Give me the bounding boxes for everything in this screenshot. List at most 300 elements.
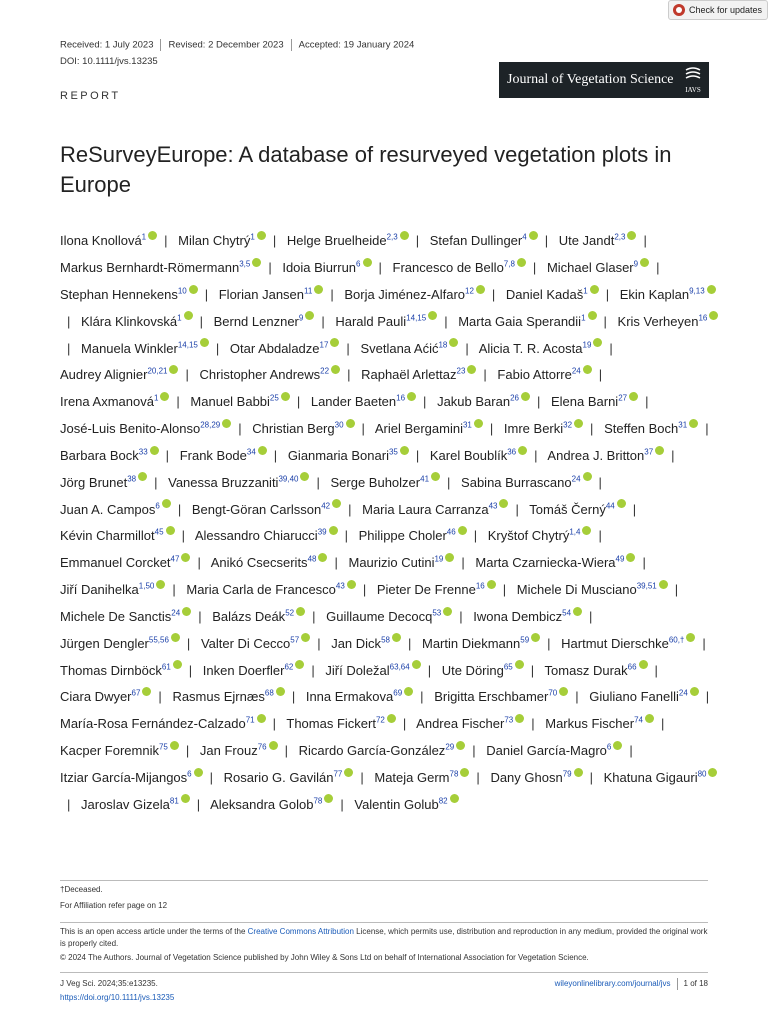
author-name[interactable] — [201, 636, 310, 651]
license-post: License, which permits use, distribution and reproduction in any medium, provided the original work is properly cited. — [60, 927, 708, 948]
orcid-icon[interactable] — [331, 365, 340, 374]
author-name-text: Kévin Charmillot — [60, 528, 155, 544]
author-name-text: Gianmaria Bonari — [287, 447, 389, 463]
author-name[interactable] — [442, 663, 524, 678]
author-name[interactable] — [326, 609, 452, 624]
orcid-icon[interactable] — [443, 607, 452, 616]
orcid-icon[interactable] — [160, 392, 169, 401]
author-name-text: Daniel Kadaš — [505, 286, 584, 302]
author-name-text: Rosario G. Gavilán — [223, 769, 334, 785]
article-title: ReSurveyEurope: A database of resurveyed vegetation plots in Europe — [60, 142, 672, 197]
author-name[interactable] — [200, 743, 278, 758]
orcid-icon[interactable] — [593, 338, 602, 347]
author-name[interactable] — [547, 448, 664, 463]
author-name-text: Ute Jandt — [558, 233, 615, 249]
orcid-icon[interactable] — [170, 741, 179, 750]
orcid-icon[interactable] — [169, 365, 178, 374]
orcid-icon[interactable] — [431, 472, 440, 481]
orcid-icon[interactable] — [515, 660, 524, 669]
orcid-icon[interactable] — [194, 768, 203, 777]
cc-license-link[interactable]: Creative Commons Attribution — [247, 927, 354, 936]
author-affiliation-number: 67 — [131, 689, 141, 699]
affiliation-note: For Affiliation refer page on 12 — [60, 901, 168, 910]
orcid-icon[interactable] — [305, 311, 314, 320]
author-affiliation-number: 29 — [445, 742, 455, 752]
author-separator: | — [272, 716, 276, 732]
author-name[interactable] — [486, 743, 622, 758]
author-affiliation-number: 78 — [449, 769, 459, 779]
author-name[interactable] — [331, 636, 401, 651]
author-separator: | — [530, 662, 535, 678]
orcid-icon[interactable] — [474, 419, 483, 428]
author-name[interactable] — [475, 555, 635, 570]
orcid-icon[interactable] — [588, 311, 597, 320]
orcid-icon[interactable] — [347, 580, 356, 589]
author-name[interactable] — [430, 233, 538, 248]
author-name[interactable] — [354, 797, 458, 812]
author-name[interactable] — [618, 314, 719, 329]
author-name[interactable] — [393, 260, 526, 275]
orcid-icon[interactable] — [314, 285, 323, 294]
author-name[interactable] — [437, 394, 530, 409]
orcid-icon[interactable] — [181, 553, 190, 562]
orcid-icon[interactable] — [709, 311, 718, 320]
author-affiliation-number: 33 — [138, 447, 148, 457]
author-name[interactable] — [210, 797, 333, 812]
author-name-text: Irena Axmanová — [60, 394, 154, 410]
orcid-icon[interactable] — [400, 231, 409, 240]
author-name[interactable] — [422, 636, 540, 651]
author-name[interactable] — [461, 475, 591, 490]
orcid-icon[interactable] — [518, 446, 527, 455]
author-name[interactable] — [60, 260, 261, 275]
orcid-icon[interactable] — [296, 607, 305, 616]
author-name[interactable] — [479, 341, 603, 356]
author-name-text: Balázs Deák — [212, 608, 286, 624]
author-separator: | — [598, 367, 603, 383]
author-separator: | — [472, 743, 476, 759]
orcid-icon[interactable] — [184, 311, 193, 320]
orcid-icon[interactable] — [324, 794, 333, 803]
author-affiliation-number: 32 — [563, 420, 573, 430]
author-name[interactable] — [60, 502, 171, 517]
orcid-icon[interactable] — [330, 338, 339, 347]
orcid-icon[interactable] — [445, 553, 454, 562]
author-affiliation-number: 1 — [583, 286, 588, 296]
author-name[interactable] — [180, 448, 267, 463]
orcid-icon[interactable] — [400, 446, 409, 455]
orcid-icon[interactable] — [476, 285, 485, 294]
orcid-icon[interactable] — [574, 419, 583, 428]
author-name[interactable] — [81, 797, 190, 812]
author-name[interactable] — [60, 287, 198, 302]
author-name[interactable] — [224, 770, 354, 785]
author-name[interactable] — [374, 770, 469, 785]
orcid-icon[interactable] — [189, 285, 198, 294]
author-name[interactable] — [344, 287, 485, 302]
author-name[interactable] — [60, 770, 203, 785]
author-name-text: Steffen Boch — [604, 421, 679, 437]
author-separator: | — [273, 447, 278, 463]
author-name[interactable] — [488, 528, 592, 543]
author-name[interactable] — [458, 314, 596, 329]
author-separator: | — [334, 555, 338, 571]
author-name[interactable] — [434, 689, 568, 704]
orcid-icon[interactable] — [640, 258, 649, 267]
author-name[interactable] — [178, 233, 266, 248]
author-name-text: Bengt-Göran Carlsson — [191, 501, 322, 517]
author-name[interactable] — [306, 689, 413, 704]
orcid-icon[interactable] — [329, 526, 338, 535]
author-name-text: Lander Baeten — [310, 394, 397, 410]
author-affiliation-number: 65 — [503, 662, 513, 672]
author-name-text: Giuliano Fanelli — [589, 689, 679, 705]
orcid-icon[interactable] — [460, 768, 469, 777]
orcid-icon[interactable] — [148, 231, 157, 240]
author-name[interactable] — [230, 341, 340, 356]
author-affiliation-number: 16 — [475, 581, 485, 591]
orcid-icon[interactable] — [707, 285, 716, 294]
orcid-icon[interactable] — [332, 499, 341, 508]
author-name[interactable] — [168, 475, 309, 490]
author-affiliation-number: 19 — [434, 554, 444, 564]
author-name[interactable] — [360, 341, 458, 356]
author-affiliation-number: 57 — [290, 635, 300, 645]
author-name[interactable] — [473, 609, 582, 624]
author-name[interactable] — [416, 716, 524, 731]
orcid-icon[interactable] — [428, 311, 437, 320]
author-name[interactable] — [203, 663, 305, 678]
orcid-icon[interactable] — [318, 553, 327, 562]
orcid-icon[interactable] — [257, 714, 266, 723]
author-name[interactable] — [604, 770, 718, 785]
journal-site-link[interactable]: wileyonlinelibrary.com/journal/jvs — [554, 979, 671, 989]
author-name-text: Dany Ghosn — [490, 769, 563, 785]
author-name-text: Daniel García-Magro — [486, 743, 607, 759]
author-separator: | — [643, 233, 647, 249]
orcid-icon[interactable] — [456, 741, 465, 750]
author-name-text: Kris Verheyen — [617, 313, 699, 329]
author-separator: | — [67, 796, 71, 812]
author-name-text: Jaroslav Gizela — [81, 796, 170, 812]
author-name-text: Michael Glaser — [546, 260, 634, 276]
author-name-text: Barbara Bock — [60, 447, 139, 463]
author-name[interactable] — [60, 689, 151, 704]
author-affiliation-number: 53 — [432, 608, 442, 618]
orcid-icon[interactable] — [392, 633, 401, 642]
orcid-icon[interactable] — [617, 499, 626, 508]
author-name[interactable] — [219, 287, 324, 302]
author-name[interactable] — [60, 609, 191, 624]
author-affiliation-number: 36 — [507, 447, 517, 457]
author-name-text: Audrey Alignier — [60, 367, 148, 383]
author-name[interactable] — [60, 367, 178, 382]
received-date: Received: 1 July 2023 — [60, 39, 154, 51]
orcid-icon[interactable] — [301, 633, 310, 642]
orcid-icon[interactable] — [645, 714, 654, 723]
author-name[interactable] — [529, 502, 625, 517]
orcid-icon[interactable] — [583, 365, 592, 374]
check-for-updates-badge[interactable] — [668, 0, 768, 20]
orcid-icon[interactable] — [626, 553, 635, 562]
orcid-icon[interactable] — [659, 580, 668, 589]
orcid-icon[interactable] — [252, 258, 261, 267]
orcid-icon[interactable] — [458, 526, 467, 535]
author-separator: | — [702, 635, 706, 651]
orcid-icon[interactable] — [517, 258, 526, 267]
author-name[interactable] — [286, 716, 395, 731]
orcid-icon[interactable] — [181, 794, 190, 803]
orcid-icon[interactable] — [531, 633, 540, 642]
author-affiliation-number: 37 — [644, 447, 654, 457]
author-name-text: Florian Jansen — [218, 286, 305, 302]
section-label: REPORT — [60, 90, 121, 102]
author-separator: | — [172, 582, 176, 598]
author-affiliation-number: 54 — [562, 608, 572, 618]
author-affiliation-number: 66 — [627, 662, 637, 672]
author-name[interactable] — [551, 394, 638, 409]
author-name[interactable] — [311, 394, 416, 409]
author-name[interactable] — [200, 367, 341, 382]
author-name[interactable] — [299, 743, 466, 758]
orcid-icon[interactable] — [582, 526, 591, 535]
orcid-icon[interactable] — [387, 714, 396, 723]
orcid-icon[interactable] — [629, 392, 638, 401]
author-name[interactable] — [497, 367, 591, 382]
author-name[interactable] — [60, 582, 165, 597]
author-separator: | — [427, 662, 432, 678]
author-affiliation-number: 14,15 — [406, 313, 427, 323]
orcid-icon[interactable] — [590, 285, 599, 294]
author-name[interactable] — [504, 421, 583, 436]
orcid-icon[interactable] — [487, 580, 496, 589]
check-for-updates-label: Check for updates — [689, 5, 763, 15]
orcid-icon[interactable] — [690, 687, 699, 696]
author-name[interactable] — [559, 233, 637, 248]
orcid-icon[interactable] — [363, 258, 372, 267]
orcid-icon[interactable] — [613, 741, 622, 750]
author-name[interactable] — [192, 502, 341, 517]
author-name[interactable] — [359, 528, 467, 543]
author-name[interactable] — [282, 260, 371, 275]
orcid-icon[interactable] — [686, 633, 695, 642]
author-name-text: Milan Chytrý — [178, 233, 251, 249]
author-separator: | — [575, 689, 579, 705]
orcid-icon[interactable] — [281, 392, 290, 401]
orcid-icon[interactable] — [162, 499, 171, 508]
orcid-icon[interactable] — [300, 472, 309, 481]
orcid-icon[interactable] — [200, 338, 209, 347]
author-name[interactable] — [190, 394, 289, 409]
author-affiliation-number: 23 — [456, 367, 466, 377]
author-name-text: Francesco de Bello — [392, 260, 504, 276]
author-separator: | — [158, 689, 162, 705]
orcid-icon[interactable] — [639, 660, 648, 669]
author-name[interactable] — [211, 555, 328, 570]
author-affiliation-number: 58 — [381, 635, 390, 645]
author-affiliation-number: 9 — [633, 259, 639, 269]
author-name[interactable] — [60, 743, 179, 758]
orcid-icon[interactable] — [689, 419, 698, 428]
orcid-icon[interactable] — [404, 687, 413, 696]
orcid-icon[interactable] — [708, 768, 717, 777]
author-separator: | — [185, 367, 189, 383]
orcid-icon[interactable] — [449, 338, 458, 347]
orcid-icon[interactable] — [295, 660, 304, 669]
author-affiliation-number: 6 — [155, 501, 160, 511]
author-name-text: Marta Gaia Sperandii — [458, 313, 582, 329]
orcid-icon[interactable] — [559, 687, 568, 696]
orcid-icon[interactable] — [655, 446, 664, 455]
author-separator: | — [532, 260, 537, 276]
author-name[interactable] — [361, 367, 476, 382]
orcid-icon[interactable] — [627, 231, 636, 240]
author-name[interactable] — [620, 287, 716, 302]
author-name[interactable] — [335, 314, 437, 329]
author-name[interactable] — [81, 314, 193, 329]
author-name[interactable] — [60, 421, 231, 436]
author-name[interactable] — [545, 663, 648, 678]
orcid-icon[interactable] — [467, 365, 476, 374]
orcid-icon[interactable] — [166, 526, 175, 535]
author-separator: | — [291, 689, 296, 705]
author-separator: | — [598, 474, 602, 490]
author-affiliation-number: 12 — [465, 286, 474, 296]
orcid-icon[interactable] — [450, 794, 459, 803]
author-separator: | — [362, 582, 367, 598]
author-name[interactable] — [60, 394, 169, 409]
author-name-text: Emmanuel Corcket — [60, 555, 171, 571]
author-separator: | — [705, 421, 709, 437]
author-separator: | — [423, 394, 427, 410]
doi-link[interactable]: https://doi.org/10.1111/jvs.13235 — [60, 993, 175, 1002]
orcid-icon[interactable] — [521, 392, 530, 401]
author-name[interactable] — [589, 689, 699, 704]
orcid-icon[interactable] — [150, 446, 159, 455]
author-name[interactable] — [490, 770, 582, 785]
orcid-icon[interactable] — [222, 419, 231, 428]
orcid-icon[interactable] — [499, 499, 508, 508]
author-name[interactable] — [375, 421, 483, 436]
author-affiliation-number: 4 — [522, 233, 527, 242]
author-name[interactable] — [60, 663, 182, 678]
author-name-text: Valentin Golub — [354, 796, 439, 812]
author-affiliation-number: 24 — [171, 608, 181, 618]
author-separator: | — [312, 608, 316, 624]
orcid-icon[interactable] — [142, 687, 151, 696]
author-name[interactable] — [377, 582, 496, 597]
author-name[interactable] — [430, 448, 527, 463]
author-name[interactable] — [186, 582, 355, 597]
author-name[interactable] — [547, 260, 649, 275]
author-name[interactable] — [212, 609, 305, 624]
orcid-icon[interactable] — [407, 392, 416, 401]
author-name[interactable] — [60, 716, 266, 731]
license-pre: This is an open access article under the terms of the — [60, 927, 248, 936]
author-name[interactable] — [348, 555, 454, 570]
orcid-icon[interactable] — [515, 714, 524, 723]
author-affiliation-number: 73 — [504, 715, 514, 725]
author-separator: | — [181, 528, 185, 544]
orcid-icon[interactable] — [346, 419, 355, 428]
author-name-text: Alessandro Chiarucci — [194, 528, 318, 544]
author-name[interactable] — [506, 287, 599, 302]
author-name[interactable] — [214, 314, 315, 329]
orcid-icon[interactable] — [276, 687, 285, 696]
orcid-icon[interactable] — [573, 607, 582, 616]
orcid-icon[interactable] — [156, 580, 165, 589]
author-name[interactable] — [561, 636, 695, 651]
author-name[interactable] — [604, 421, 698, 436]
author-name[interactable] — [60, 528, 175, 543]
author-name-text: Otar Abdaladze — [229, 340, 320, 356]
author-name[interactable] — [60, 233, 157, 248]
author-name-text: Christopher Andrews — [199, 367, 321, 383]
author-name-text: Jiří Danihelka — [60, 582, 139, 598]
author-name[interactable] — [172, 689, 284, 704]
author-name-text: Itziar García-Mijangos — [60, 769, 188, 785]
iavs-logo-text: IAVS — [685, 86, 701, 94]
orcid-icon[interactable] — [182, 607, 191, 616]
orcid-icon[interactable] — [412, 660, 421, 669]
author-name[interactable] — [287, 233, 409, 248]
divider — [60, 972, 708, 973]
author-name-text: Marta Czarniecka-Wiera — [475, 555, 616, 571]
author-name[interactable] — [60, 448, 159, 463]
author-name[interactable] — [545, 716, 654, 731]
author-separator: | — [661, 716, 665, 732]
author-separator: | — [176, 394, 180, 410]
orcid-icon[interactable] — [257, 231, 266, 240]
orcid-icon[interactable] — [583, 472, 592, 481]
orcid-icon[interactable] — [171, 633, 180, 642]
author-name-text: Jiří Doležal — [325, 662, 390, 678]
orcid-icon[interactable] — [529, 231, 538, 240]
orcid-icon[interactable] — [344, 768, 353, 777]
author-affiliation-number: 6 — [187, 769, 192, 779]
orcid-icon[interactable] — [138, 472, 147, 481]
author-name[interactable] — [195, 528, 338, 543]
author-affiliation-number: 24 — [571, 367, 581, 377]
author-separator: | — [67, 313, 71, 329]
author-name[interactable] — [288, 448, 409, 463]
author-separator: | — [272, 233, 277, 249]
orcid-icon[interactable] — [269, 741, 278, 750]
author-name[interactable] — [517, 582, 668, 597]
author-name[interactable] — [252, 421, 354, 436]
author-name[interactable] — [60, 636, 180, 651]
author-name[interactable] — [331, 475, 441, 490]
author-separator: | — [407, 635, 412, 651]
author-name[interactable] — [60, 555, 190, 570]
author-name[interactable] — [60, 475, 147, 490]
author-name[interactable] — [362, 502, 508, 517]
author-name-text: Hartmut Dierschke — [561, 635, 669, 651]
author-affiliation-number: 27 — [618, 393, 628, 403]
author-name-text: Bernd Lenzner — [213, 313, 299, 329]
orcid-icon[interactable] — [574, 768, 583, 777]
author-name-text: Michele De Sanctis — [60, 608, 172, 624]
author-name[interactable] — [325, 663, 420, 678]
author-affiliation-number: 1,50 — [138, 581, 155, 591]
orcid-icon[interactable] — [173, 660, 182, 669]
author-name-text: Markus Fischer — [545, 716, 635, 732]
author-name-text: Thomas Fickert — [286, 716, 376, 732]
author-separator: | — [402, 716, 407, 732]
author-name[interactable] — [81, 341, 209, 356]
orcid-icon[interactable] — [258, 446, 267, 455]
author-affiliation-number: 24 — [678, 689, 688, 699]
